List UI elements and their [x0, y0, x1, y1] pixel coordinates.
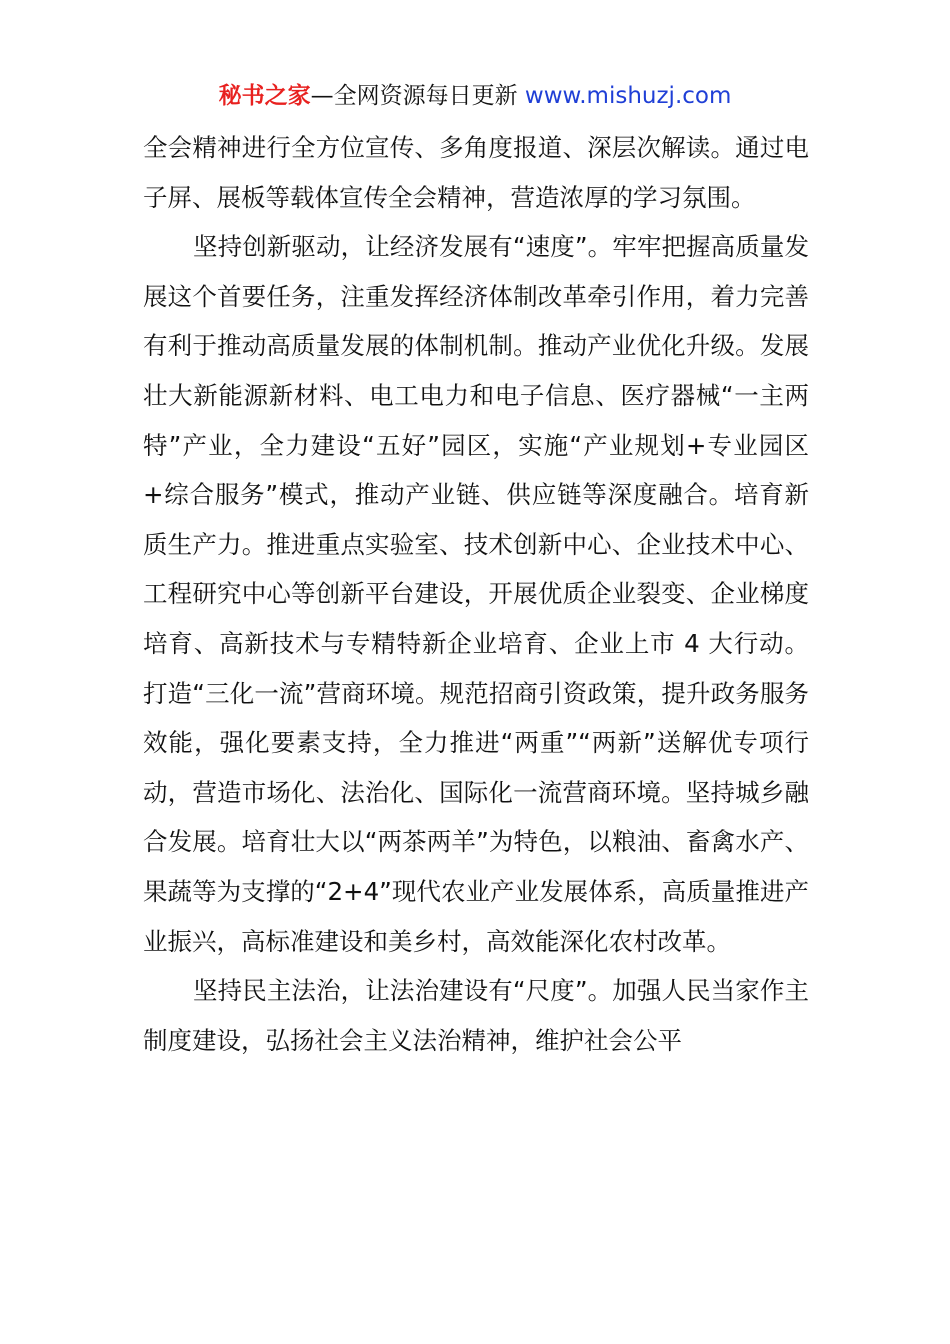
paragraph-rule-of-law: 坚持民主法治，让法治建设有“尺度”。加强人民当家作主制度建设，弘扬社会主义法治精神，维护社会公平: [143, 976, 809, 1055]
paragraph-continued: 全会精神进行全方位宣传、多角度报道、深层次解读。通过电子屏、展板等载体宣传全会精神，营造浓厚的学习氛围。: [143, 133, 809, 212]
brand-name: 秘书之家: [218, 83, 311, 109]
page-header: [0, 80, 950, 112]
website-link[interactable]: www.mishuzj.com: [524, 83, 732, 109]
paragraph-innovation: 坚持创新驱动，让经济发展有“速度”。牢牢把握高质量发展这个首要任务，注重发挥经济体制改革牵引作用，着力完善有利于推动高质量发展的体制机制。推动产业优化升级。发展壮大新能源新材料、电工电力和电子信息、医疗器械“一主两特”产业，全力建设“五好”园区，实施“产业规划+专业园区+综合服务”模式，推动产业链、供应链等深度融合。培育新质生产力。推进重点实验室、技术创新中心、企业技术中心、工程研究中心等创新平台建设，开展优质企业裂变、企业梯度培育、高新技术与专精特新企业培育、企业上市 4 大行动。打造“三化一流”营商环境。规范招商引资政策，提升政务服务效能，强化要素支持，全力推进“两重”“两新”送解优专项行动，营造市场化、法治化、国际化一流营商环境。坚持城乡融合发展。培育壮大以“两茶两羊”为特色，以粮油、畜禽水产、果蔬等为支撑的“2+4”现代农业产业发展体系，高质量推进产业振兴，高标准建设和美乡村，高效能深化农村改革。: [143, 232, 809, 956]
header-tagline: —全网资源每日更新: [310, 83, 525, 109]
document-body: [143, 123, 809, 1065]
